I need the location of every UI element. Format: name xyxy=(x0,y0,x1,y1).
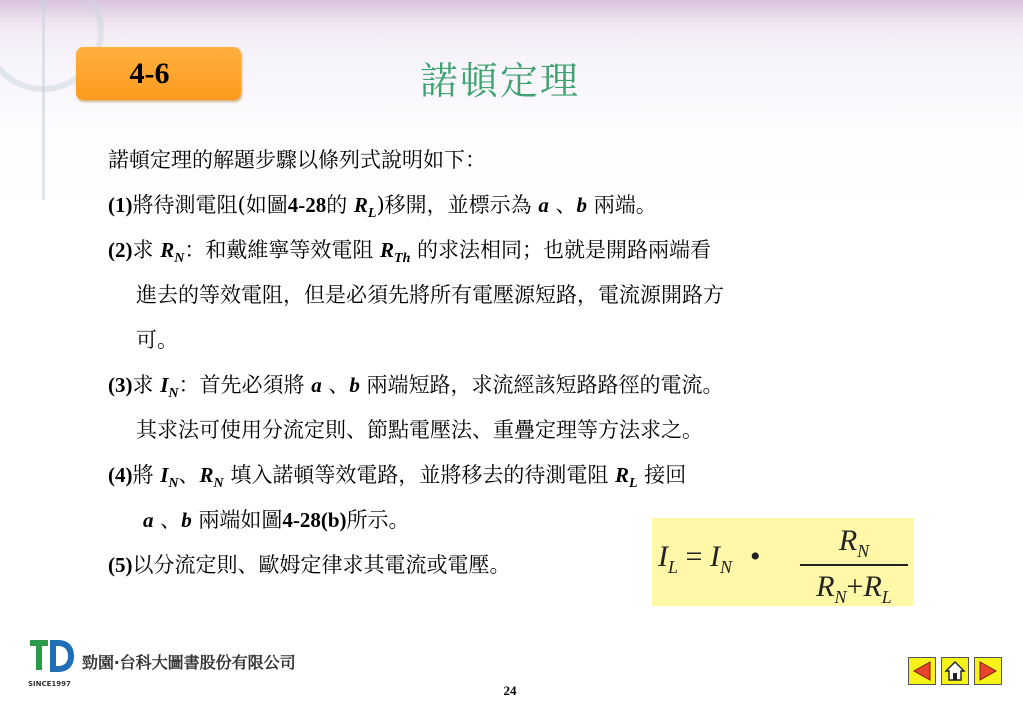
step-2 xyxy=(108,228,928,273)
formula-fraction xyxy=(800,524,908,608)
symbol-r-l: $R_L$ xyxy=(615,463,638,492)
home-button[interactable] xyxy=(941,657,969,685)
step-number: (2) xyxy=(108,238,133,262)
triangle-right-icon xyxy=(975,658,1001,684)
step-text: )移開，並標示為 xyxy=(376,193,539,217)
step-number: (5) xyxy=(108,553,133,577)
step-number: (4) xyxy=(108,463,133,487)
page-number: 24 xyxy=(503,683,517,698)
fraction-numerator: $R_N$ xyxy=(838,524,870,561)
next-slide-button[interactable] xyxy=(974,657,1002,685)
symbol-i-n: $I_N$ xyxy=(160,373,179,402)
terminal-b: b xyxy=(576,193,588,217)
formula-lhs: $I_L = I_N$ • xyxy=(658,540,761,577)
step-text: 的 xyxy=(326,193,354,217)
step-text: ：和戴維寧等效電阻 xyxy=(184,238,381,262)
home-icon xyxy=(942,658,968,684)
step-text: 求 xyxy=(132,238,161,262)
terminal-a: a xyxy=(538,193,549,217)
figure-ref: 4-28(b) xyxy=(282,508,347,532)
publisher-name: 勁園‧台科大圖書股份有限公司 xyxy=(82,653,296,672)
decorative-line xyxy=(42,0,45,200)
step-text: 將 xyxy=(132,463,161,487)
publisher-since: SINCE1997 xyxy=(28,680,71,688)
separator: 、 xyxy=(548,193,577,217)
publisher-logo-icon xyxy=(28,636,76,680)
step-4 xyxy=(108,453,928,498)
separator: 、 xyxy=(178,463,200,487)
terminal-b: b xyxy=(349,373,360,397)
terminal-a: a xyxy=(143,508,154,532)
terminal-a: a xyxy=(311,373,322,397)
separator: 、 xyxy=(153,508,182,532)
step-text: 求 xyxy=(132,373,161,397)
step-text: 接回 xyxy=(637,463,687,487)
step-text: 的求法相同；也就是開路兩端看 xyxy=(410,238,712,262)
step-text: 填入諾頓等效電路，並將移去的待測電阻 xyxy=(223,463,615,487)
step-2-line-3: 可。 xyxy=(136,328,178,352)
section-badge xyxy=(76,47,241,100)
separator: 、 xyxy=(321,373,350,397)
step-number: (3) xyxy=(108,373,133,397)
step-text: 兩端。 xyxy=(587,193,657,217)
fraction-bar xyxy=(800,564,908,566)
step-1 xyxy=(108,183,928,228)
terminal-b: b xyxy=(181,508,192,532)
step-text: 所示。 xyxy=(346,508,410,532)
prev-slide-button[interactable] xyxy=(908,657,936,685)
fraction-denominator: $R_N+R_L$ xyxy=(816,570,892,607)
step-text: 兩端如圖 xyxy=(191,508,283,532)
step-3-line-2: 其求法可使用分流定則、節點電壓法、重疊定理等方法求之。 xyxy=(136,418,703,442)
page-title: 諾頓定理 xyxy=(419,59,580,103)
symbol-i-n: $I_N$ xyxy=(160,463,179,492)
step-number: (1) xyxy=(108,193,133,217)
step-2-line-2: 進去的等效電阻，但是必須先將所有電壓源短路，電流源開路方 xyxy=(136,283,724,307)
step-text: 兩端短路，求流經該短路路徑的電流。 xyxy=(359,373,724,397)
figure-ref: 4-28 xyxy=(287,193,327,217)
section-number: 4-6 xyxy=(129,56,170,90)
intro-line: 諾頓定理的解題步驟以條列式說明如下： xyxy=(108,148,486,172)
symbol-r-th: $R_{Th}$ xyxy=(380,238,411,267)
symbol-r-n: $R_N$ xyxy=(160,238,185,267)
symbol-r-l: $R_L$ xyxy=(353,193,377,222)
current-divider-formula xyxy=(652,518,914,606)
step-text: ：首先必須將 xyxy=(178,373,312,397)
top-band xyxy=(0,0,1023,38)
step-text: 以分流定則、歐姆定律求其電流或電壓。 xyxy=(132,553,511,577)
step-3 xyxy=(108,363,928,408)
step-text: 將待測電阻(如圖 xyxy=(132,193,288,217)
triangle-left-icon xyxy=(909,658,935,684)
symbol-r-n: $R_N$ xyxy=(199,463,224,492)
